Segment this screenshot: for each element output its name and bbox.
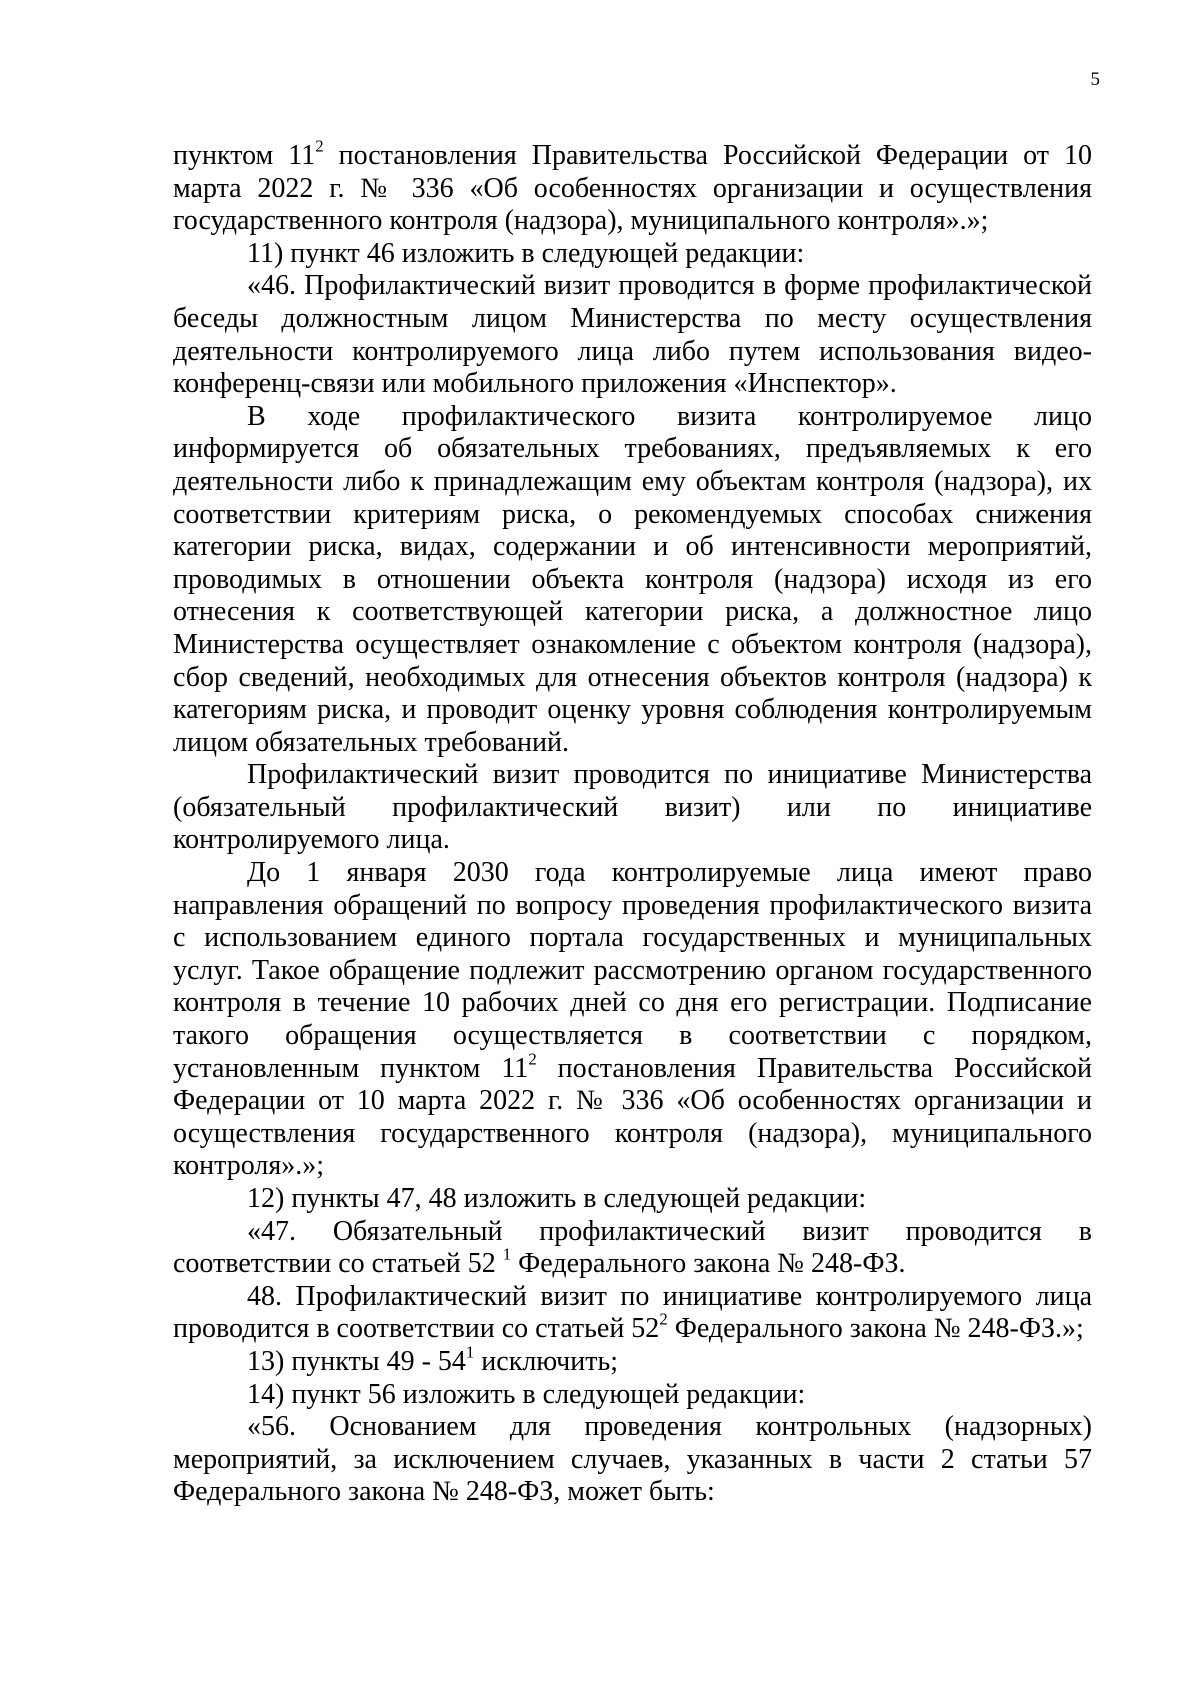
text-run: постановления Правительства Российской Федерации от 10 марта 2022 г. № 336 «Об особенностях организации и осуществления государственного контроля (надзора), муниципального контроля».»; bbox=[173, 140, 1092, 237]
text-run: постановления Правительства Российской Федерации от 10 марта 2022 г. № 336 «Об особенностях организации и осуществления государственного контроля (надзора), муниципального контроля».»; bbox=[173, 1052, 1092, 1182]
paragraph-11 bbox=[173, 1379, 1092, 1412]
text-run: 12) пункты 47, 48 изложить в следующей редакции: bbox=[247, 1183, 867, 1214]
superscript: 2 bbox=[528, 1049, 537, 1069]
text-run: «46. Профилактический визит проводится в форме профилактической беседы должностным лицом Министерства по месту осуществления деятельности контролируемого лица либо путем использования видео-конференц-связи или мобильного приложения «Инспектор». bbox=[173, 270, 1092, 400]
document-body bbox=[173, 136, 1092, 1509]
text-run: В ходе профилактического визита контролируемое лицо информируется об обязательных требованиях, предъявляемых к его деятельности либо к принадлежащим ему объектам контроля (надзора), их соответствии критериям риска, о рекомендуемых способах снижения категории риска, видах, содержании и об интенсивности мероприятий, проводимых в отношении объекта контроля (надзора) исходя из его отнесения к соответствующей категории риска, а должностное лицо Министерства осуществляет ознакомление с объектом контроля (надзора), сбор сведений, необходимых для отнесения объектов контроля (надзора) к категориям риска, и проводит оценку уровня соблюдения контролируемым лицом обязательных требований. bbox=[173, 400, 1092, 758]
text-run: 11) пункт 46 изложить в следующей редакции: bbox=[247, 237, 805, 269]
paragraph-7 bbox=[173, 1183, 1092, 1216]
text-run: «56. Основанием для проведения контрольных (надзорных) мероприятий, за исключением случаев, указанных в части 2 статьи 57 Федерального закона № 248-ФЗ, может быть: bbox=[173, 1411, 1092, 1508]
paragraph-4 bbox=[173, 401, 1092, 760]
paragraph-1 bbox=[173, 136, 1092, 238]
page-number: 5 bbox=[1090, 69, 1100, 90]
superscript: 2 bbox=[659, 1309, 668, 1329]
paragraph-12 bbox=[173, 1411, 1092, 1509]
paragraph-10 bbox=[173, 1342, 1092, 1379]
text-run: «47. Обязательный профилактический визит проводится в соответствии со статьей 52 bbox=[173, 1215, 1092, 1280]
paragraph-8 bbox=[173, 1216, 1092, 1281]
paragraph-6 bbox=[173, 857, 1092, 1183]
text-run: 13) пункты 49 - 54 bbox=[247, 1345, 466, 1377]
text-run: До 1 января 2030 года контролируемые лица имеют право направления обращений по вопросу проведения профилактического визита с использованием единого портала государственных и муниципальных услуг. Такое обращение подлежит рассмотрению органом государственного контроля в течение 10 рабочих дней со дня его регистрации. Подписание такого обращения осуществляется в соответствии с порядком, установленным пунктом 11 bbox=[173, 857, 1092, 1084]
text-run: Федерального закона № 248-ФЗ.»; bbox=[667, 1313, 1084, 1345]
paragraph-5 bbox=[173, 759, 1092, 857]
text-run: Федерального закона № 248-ФЗ. bbox=[511, 1248, 906, 1280]
text-run: 14) пункт 56 изложить в следующей редакции: bbox=[247, 1378, 806, 1410]
superscript: 2 bbox=[315, 136, 324, 156]
paragraph-9 bbox=[173, 1281, 1092, 1346]
paragraph-2 bbox=[173, 238, 1092, 271]
text-run: исключить; bbox=[474, 1345, 618, 1377]
text-run: пунктом 11 bbox=[173, 140, 316, 171]
text-run: 48. Профилактический визит по инициативе контролируемого лица проводится в соответствии со статьей 52 bbox=[173, 1280, 1092, 1345]
superscript: 1 bbox=[465, 1342, 475, 1362]
text-run: Профилактический визит проводится по инициативе Министерства (обязательный профилактический визит) или по инициативе контролируемого лица. bbox=[173, 759, 1092, 856]
paragraph-3 bbox=[173, 270, 1092, 400]
superscript: 1 bbox=[502, 1244, 512, 1264]
